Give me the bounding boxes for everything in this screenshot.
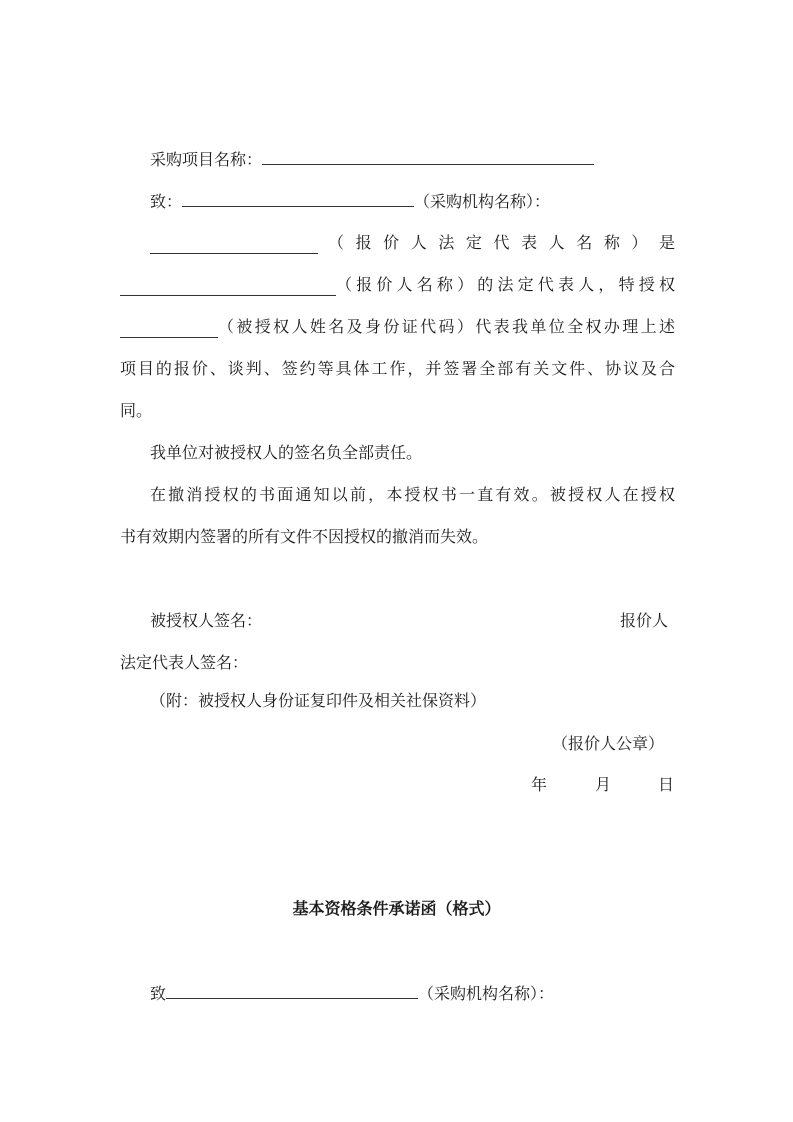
bidder-row xyxy=(120,274,675,296)
agency-name-label: （采购机构名称）： xyxy=(414,192,551,211)
commitment-to-label: 致 xyxy=(150,984,167,1003)
commitment-addressee-row xyxy=(150,982,554,1005)
authorized-person-row xyxy=(120,316,675,338)
validity-line-2: 书有效期内签署的所有文件不因授权的撤消而失效。 xyxy=(120,527,489,546)
legal-rep-signature-label: 法定代表人签名： xyxy=(120,653,249,672)
scope-line: 项目的报价、谈判、签约等具体工作，并签署全部有关文件、协议及合 xyxy=(120,359,675,378)
date-month: 月 xyxy=(595,775,612,794)
bidder-name-blank xyxy=(120,279,336,296)
agency-name-blank xyxy=(182,190,414,207)
validity-line-1: 在撤消授权的书面通知以前，本授权书一直有效。被授权人在授权 xyxy=(150,485,675,504)
commitment-agency-label: （采购机构名称）： xyxy=(418,984,555,1003)
date-year: 年 xyxy=(531,775,548,794)
attachment-note: （附：被授权人身份证复印件及相关社保资料） xyxy=(150,691,487,710)
bidder-seal: （报价人公章） xyxy=(552,734,665,753)
commitment-title: 基本资格条件承诺函（格式） xyxy=(292,899,501,918)
bidder-signature-label: 报价人 xyxy=(620,611,669,630)
commitment-agency-blank xyxy=(166,982,418,999)
authorized-signature-label: 被授权人签名： xyxy=(150,611,263,630)
project-name-label: 采购项目名称： xyxy=(150,150,263,169)
to-label: 致： xyxy=(150,192,183,211)
rep-name-row xyxy=(150,232,675,254)
project-name-row xyxy=(150,148,594,171)
authorized-person-label: （被授权人姓名及身份证代码）代表我单位全权办理上述 xyxy=(218,317,675,336)
project-name-blank xyxy=(262,148,594,165)
responsibility-text: 我单位对被授权人的签名负全部责任。 xyxy=(150,443,423,462)
authorized-person-blank xyxy=(120,321,218,338)
addressee-row xyxy=(150,190,550,213)
bidder-name-label: （报价人名称）的法定代表人，特授权 xyxy=(336,275,675,294)
rep-name-label: （报价人法定代表人名称）是 xyxy=(328,233,675,252)
scope-end: 同。 xyxy=(120,401,153,420)
date-day: 日 xyxy=(658,775,675,794)
rep-name-blank xyxy=(150,237,318,254)
